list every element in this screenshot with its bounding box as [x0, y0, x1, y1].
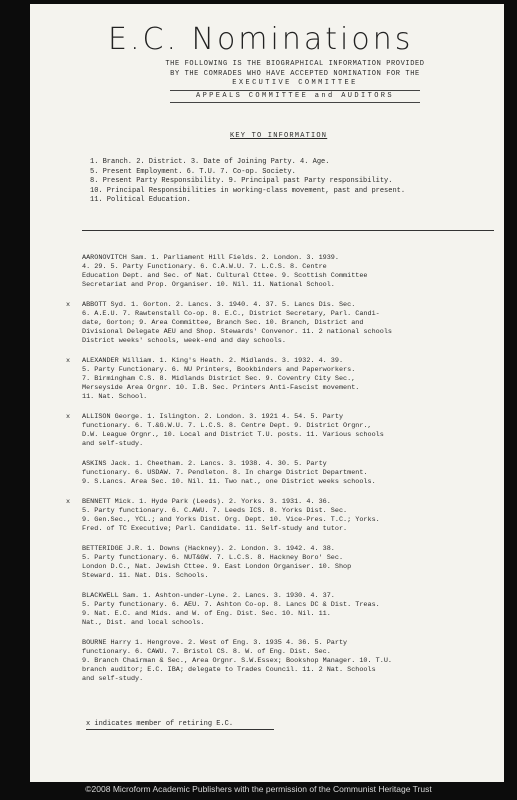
- nominee-entry: [66, 301, 494, 346]
- key-line: 1. Branch. 2. District. 3. Date of Joining Party. 4. Age.: [90, 158, 330, 166]
- key-line: 5. Present Employment. 6. T.U. 7. Co-op. Society.: [90, 167, 296, 176]
- nominee-entry-line: ASKINS Jack. 1. Cheetham. 2. Lancs. 3. 1938. 4. 30. 5. Party: [82, 460, 327, 468]
- nominee-entry-line: 9. S.Lancs. Area Sec. 10. Nil. 11. Two nat., one District weeks schools.: [82, 478, 376, 486]
- nominee-entry-line: 5. Party functionary. 6. AEU. 7. Ashton Co-op. 8. Lancs DC & Dist. Treas.: [82, 601, 380, 609]
- nominee-list: [66, 254, 494, 695]
- nominee-entry-line: Fred. of TC Executive; Parl. Candidate. 11. Self-study and tutor.: [82, 525, 348, 533]
- nominee-entry-line: 4. 29. 5. Party Functionary. 6. C.A.W.U. 7. L.C.S. 8. Centre: [82, 263, 327, 271]
- intro-line-2: BY THE COMRADES WHO HAVE ACCEPTED NOMINATION FOR THE: [170, 69, 420, 78]
- retiring-member-marker: x: [66, 357, 71, 365]
- intro-text: [110, 60, 480, 104]
- nominee-entry-line: functionary. 6. T.&G.W.U. 7. L.C.S. 8. Centre Dept. 9. District Orgnr.,: [82, 422, 372, 430]
- nominee-entry-line: 7. Birmingham C.S. 8. Midlands District Sec. 9. Coventry City Sec.,: [82, 375, 356, 383]
- retiring-member-marker: x: [66, 413, 71, 421]
- nominee-entry-line: Merseyside Area Orgnr. 10. I.B. Sec. Printers Anti-Fascist movement.: [82, 384, 360, 392]
- copyright-notice: ©2008 Microform Academic Publishers with the permission of the Communist Heritage Trust: [85, 784, 432, 794]
- nominee-entry-line: 9. Branch Chairman & Sec., Area Orgnr. S.W.Essex; Bookshop Manager. 10. T.U.: [82, 657, 392, 665]
- document-title: E.C. Nominations: [108, 22, 414, 57]
- nominee-entry-line: Education Dept. and Sec. of Nat. Cultural Cttee. 9. Scottish Committee: [82, 272, 368, 280]
- nominee-entry: [82, 254, 494, 290]
- nominee-entry-line: functionary. 6. CAWU. 7. Bristol CS. 8. W. of Eng. Dist. Sec.: [82, 648, 331, 656]
- nominee-entry-line: 6. A.E.U. 7. Rawtenstall Co-op. 8. E.C., District Secretary, Parl. Candi-: [82, 310, 380, 318]
- nominee-entry-line: BETTERIDGE J.R. 1. Downs (Hackney). 2. London. 3. 1942. 4. 38.: [82, 545, 335, 553]
- nominee-entry-line: 5. Party functionary. 6. NUT&GW. 7. L.C.S. 8. Hackney Boro' Sec.: [82, 554, 344, 562]
- document-page: [30, 4, 504, 782]
- retiring-member-marker: x: [66, 301, 71, 309]
- nominee-entry-line: and self-study.: [82, 675, 144, 683]
- nominee-entry: [66, 413, 494, 449]
- nominee-entry: [82, 639, 494, 684]
- nominee-entry-line: BLACKWELL Sam. 1. Ashton-under-Lyne. 2. Lancs. 3. 1930. 4. 37.: [82, 592, 335, 600]
- nominee-entry-line: ALLISON George. 1. Islington. 2. London. 3. 1921 4. 54. 5. Party: [82, 413, 344, 421]
- nominee-entry-line: District weeks' schools, week-end and day schools.: [82, 337, 286, 345]
- intro-line-4: APPEALS COMMITTEE and AUDITORS: [195, 91, 395, 100]
- nominee-entry-line: date, Gorton; 9. Area Committee, Branch Sec. 10. Branch, District and: [82, 319, 364, 327]
- nominee-entry: [66, 498, 494, 534]
- key-line: 8. Present Party Responsibility. 9. Principal past Party responsibility.: [90, 177, 393, 185]
- nominee-entry-line: 11. Nat. School.: [82, 393, 148, 401]
- key-line: 10. Principal Responsibilities in working-class movement, past and present.: [90, 186, 406, 195]
- footnote-rule: [86, 729, 274, 730]
- nominee-entry-line: 5. Party Functionary. 6. NU Printers, Bookbinders and Paperworkers.: [82, 366, 356, 374]
- nominee-entry-line: Secretariat and Prop. Organiser. 10. Nil. 11. National School.: [82, 281, 335, 289]
- key-line: 11. Political Education.: [90, 196, 191, 204]
- nominee-entry-line: ALEXANDER William. 1. King's Heath. 2. Midlands. 3. 1932. 4. 39.: [82, 357, 344, 365]
- key-list: [90, 158, 490, 206]
- footnote-text: x indicates member of retiring E.C.: [86, 720, 234, 728]
- footnote: [86, 720, 274, 730]
- nominee-entry-line: AARONOVITCH Sam. 1. Parliament Hill Fields. 2. London. 3. 1939.: [82, 254, 339, 262]
- nominee-entry-line: branch auditor; E.C. IBA; delegate to Trades Council. 11. 2 Nat. Schools: [82, 666, 376, 674]
- intro-rule: [170, 102, 420, 103]
- nominee-entry-line: D.W. League Orgnr., 10. Local and District T.U. posts. 11. Various schools: [82, 431, 384, 439]
- key-title: KEY TO INFORMATION: [230, 132, 328, 140]
- nominee-entry: [66, 357, 494, 402]
- nominee-entry-line: Nat., Dist. and local schools.: [82, 619, 205, 627]
- retiring-member-marker: x: [66, 498, 71, 506]
- nominee-entry: [82, 460, 494, 487]
- divider: [82, 230, 494, 231]
- nominee-entry: [82, 592, 494, 628]
- nominee-entry-line: functionary. 6. USDAW. 7. Pendleton. 8. In charge District Department.: [82, 469, 368, 477]
- nominee-entry-line: BENNETT Mick. 1. Hyde Park (Leeds). 2. Yorks. 3. 1931. 4. 36.: [82, 498, 331, 506]
- intro-line-3: EXECUTIVE COMMITTEE: [232, 79, 358, 87]
- nominee-entry-line: BOURNE Harry 1. Hengrove. 2. West of Eng. 3. 1935 4. 36. 5. Party: [82, 639, 348, 647]
- nominee-entry-line: Steward. 11. Nat. Dis. Schools.: [82, 572, 209, 580]
- nominee-entry-line: 5. Party functionary. 6. C.AWU. 7. Leeds ICS. 8. Yorks Dist. Sec.: [82, 507, 348, 515]
- nominee-entry-line: 9. Gen.Sec., YCL.; and Yorks Dist. Org. Dept. 10. Vice-Pres. T.C.; Yorks.: [82, 516, 380, 524]
- intro-line-1: THE FOLLOWING IS THE BIOGRAPHICAL INFORMATION PROVIDED: [165, 60, 425, 68]
- nominee-entry: [82, 545, 494, 581]
- nominee-entry-line: ABBOTT Syd. 1. Gorton. 2. Lancs. 3. 1940. 4. 37. 5. Lancs Dis. Sec.: [82, 301, 356, 309]
- nominee-entry-line: Divisional Delegate AEU and Shop. Stewards' Convenor. 11. 2 national schools: [82, 328, 392, 336]
- intro-rule: [170, 90, 420, 91]
- nominee-entry-line: and self-study.: [82, 440, 144, 448]
- nominee-entry-line: London D.C., Nat. Jewish Cttee. 9. East London Organiser. 10. Shop: [82, 563, 352, 571]
- nominee-entry-line: 9. Nat. E.C. and Mids. and W. of Eng. Dist. Sec. 10. Nil. 11.: [82, 610, 331, 618]
